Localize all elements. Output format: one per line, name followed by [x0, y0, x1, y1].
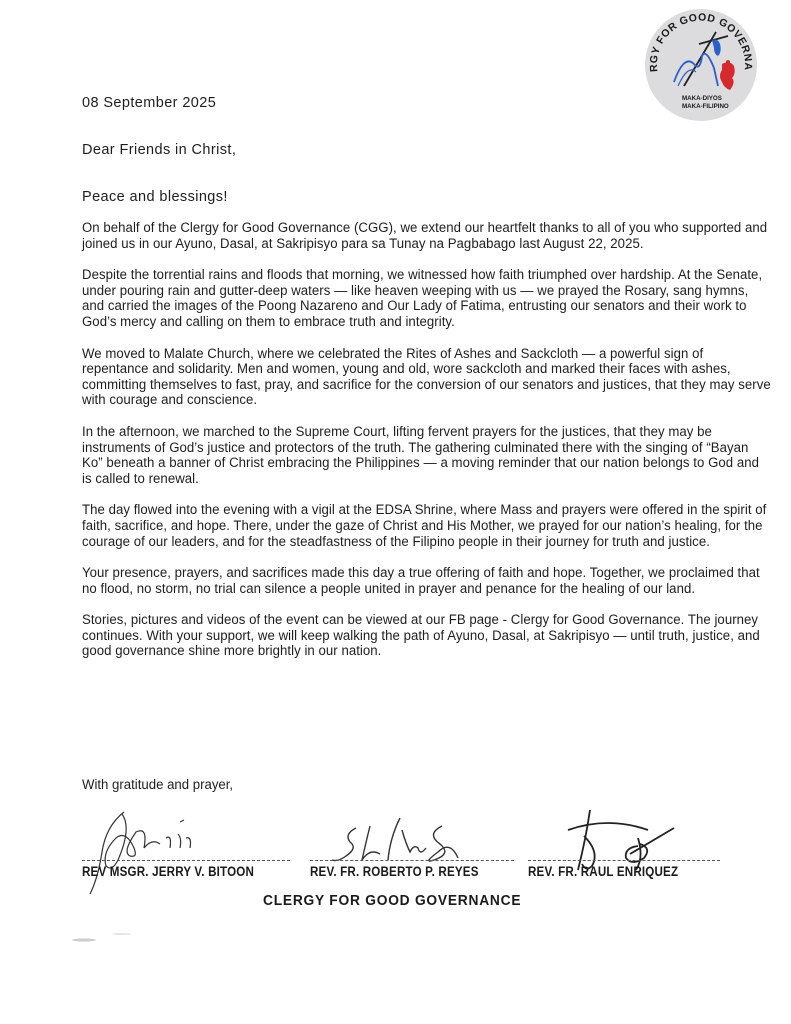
signatory-name: REV. FR. ROBERTO P. REYES [310, 864, 479, 879]
handwritten-signature-icon [82, 808, 292, 898]
salutation: Dear Friends in Christ, [82, 142, 237, 158]
signatory-name: REV MSGR. JERRY V. BITOON [82, 864, 255, 879]
paragraph: In the afternoon, we marched to the Supreme Court, lifting fervent prayers for the justices, that they may be instruments of God’s justice and protectors of the truth. The gathering culminated there with the singing of “Bayan Ko” beneath a banner of Christ embracing the Philippines — a moving reminder that our nation belongs to God and is called to renewal. [82, 423, 760, 487]
signatory-name: REV. FR. RAUL ENRIQUEZ [528, 864, 679, 879]
clergy-for-good-governance-logo [644, 8, 758, 122]
signature-line [82, 860, 290, 861]
logo-motto-2: MAKA-FILIPINO [682, 103, 729, 110]
signature-block-enriquez [528, 808, 720, 888]
logo-motto-1: MAKA-DIYOS [682, 95, 722, 102]
signature-line [528, 860, 720, 861]
paragraph: On behalf of the Clergy for Good Governance (CGG), we extend our heartfelt thanks to all of you who supported and joined us in our Ayuno, Dasal, at Sakripisyo para sa Tunay na Pagbabago last August 22, 2025. [82, 220, 768, 252]
signature-block-reyes [310, 808, 514, 888]
paragraph: Despite the torrential rains and floods that morning, we witnessed how faith triumphed over hardship. At the Senate, under pouring rain and gutter-deep waters — like heaven weeping with us — we prayed the Rosary, sang hymns, and carried the images of the Poong Nazareno and Our Lady of Fatima, entrusting our senators and their work to God’s mercy and calling on them to embrace truth and integrity. [82, 267, 763, 330]
paragraph: Stories, pictures and videos of the event can be viewed at our FB page - Clergy for Good Governance. The journey continues. With your support, we will keep walking the path of Ayuno, Dasal, at Sakripisyo — until truth, justice, and good governance shine more brightly in our nation. [82, 612, 760, 660]
logo-seal-icon [644, 8, 758, 122]
signature-line [310, 860, 514, 861]
organization-name: CLERGY FOR GOOD GOVERNANCE [263, 893, 522, 909]
closing: With gratitude and prayer, [82, 777, 234, 793]
letter-body [82, 221, 772, 676]
greeting: Peace and blessings! [82, 189, 228, 205]
paragraph: The day flowed into the evening with a vigil at the EDSA Shrine, where Mass and prayers were offered in the spirit of faith, sacrifice, and hope. There, under the gaze of Christ and His Mother, we prayed for our nation’s healing, for the courage of our leaders, and for the steadfastness of the Filipino people in their journey for truth and justice. [82, 502, 767, 550]
paragraph: We moved to Malate Church, where we celebrated the Rites of Ashes and Sackcloth — a powerful sign of repentance and solidarity. Men and women, young and old, wore sackcloth and marked their faces with ashes, committing themselves to fast, pray, and sacrifice for the conversion of our senators and justices, that they may serve with courage and conscience. [82, 345, 771, 409]
svg-text:CLERGY FOR GOOD GOVERNANCE: RGY FOR GOOD GOVERNA [647, 11, 755, 73]
scan-smudge [70, 930, 190, 950]
signature-block-bitoon [82, 808, 290, 888]
handwritten-signature-icon [310, 808, 520, 898]
paragraph: Your presence, prayers, and sacrifices made this day a true offering of faith and hope. Together, we proclaimed that no flood, no storm, no trial can silence a people united in prayer and penance for the healing of our land. [82, 565, 760, 597]
handwritten-signature-icon [528, 808, 728, 898]
letter-date: 08 September 2025 [82, 95, 217, 111]
